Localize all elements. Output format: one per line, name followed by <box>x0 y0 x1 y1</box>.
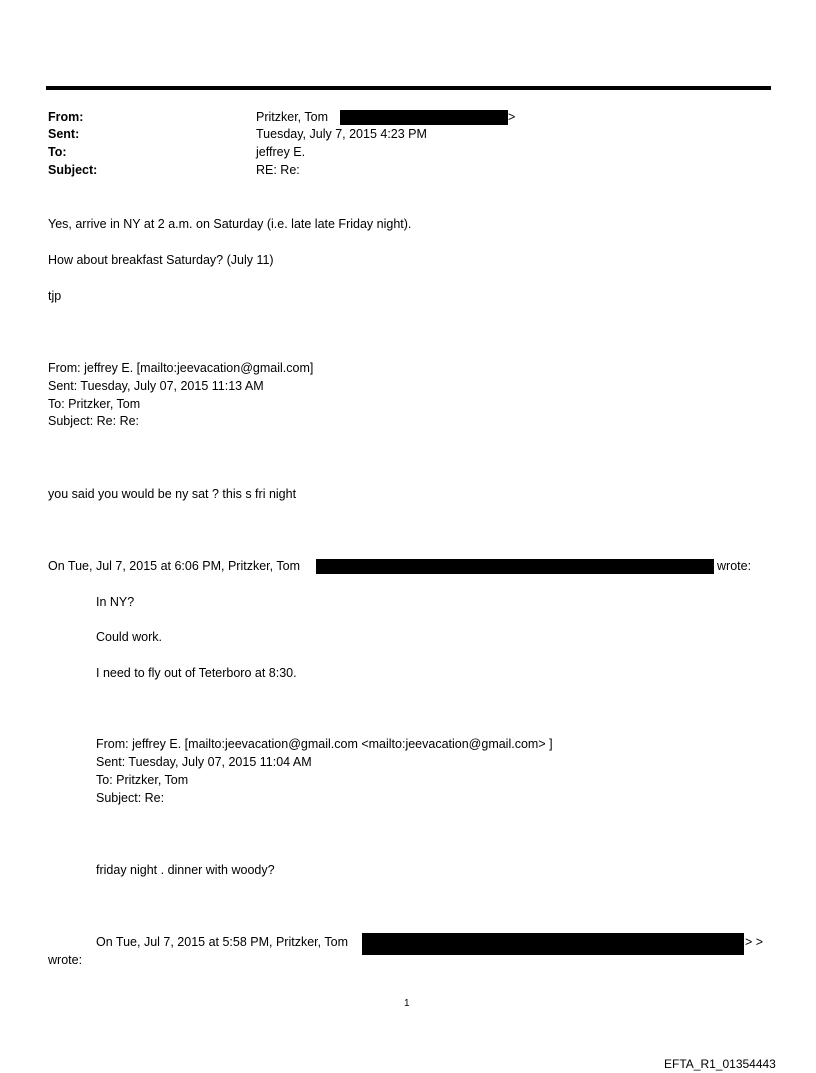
attribution1-suffix: wrote: <box>717 559 752 573</box>
document-id: EFTA_R1_01354443 <box>664 1057 776 1071</box>
to-label: To: <box>48 145 67 159</box>
body-line-2: How about breakfast Saturday? (July 11) <box>48 253 274 267</box>
sent-label: Sent: <box>48 127 80 141</box>
signature: tjp <box>48 289 62 303</box>
attribution2-suffix: > > <box>745 935 764 949</box>
redaction-bar <box>316 559 714 574</box>
from-suffix: > <box>508 110 516 124</box>
redaction-bar <box>340 110 508 125</box>
nested1-line-3: I need to fly out of Teterboro at 8:30. <box>96 666 297 680</box>
subject-value: RE: Re: <box>256 163 300 177</box>
nested1-body: friday night . dinner with woody? <box>96 863 275 877</box>
attribution2-wrap: wrote: <box>48 953 83 967</box>
to-value: jeffrey E. <box>256 145 306 159</box>
from-value: Pritzker, Tom <box>256 110 329 124</box>
nested1-line-2: Could work. <box>96 630 162 644</box>
nested1-to: To: Pritzker, Tom <box>96 773 189 787</box>
header-rule <box>46 86 771 90</box>
sent-value: Tuesday, July 7, 2015 4:23 PM <box>256 127 427 141</box>
subject-label: Subject: <box>48 163 98 177</box>
attribution2-prefix: On Tue, Jul 7, 2015 at 5:58 PM, Pritzker, Tom <box>96 935 348 949</box>
from-label: From: <box>48 110 84 124</box>
nested1-subject: Subject: Re: <box>96 791 165 805</box>
quoted1-body: you said you would be ny sat ? this s fri night <box>48 487 297 501</box>
nested1-from: From: jeffrey E. [mailto:jeevacation@gmail.com <mailto:jeevacation@gmail.com> ] <box>96 737 553 751</box>
nested1-sent: Sent: Tuesday, July 07, 2015 11:04 AM <box>96 755 312 769</box>
quoted1-to: To: Pritzker, Tom <box>48 397 141 411</box>
quoted1-from: From: jeffrey E. [mailto:jeevacation@gmail.com] <box>48 361 314 375</box>
body-line-1: Yes, arrive in NY at 2 a.m. on Saturday (i.e. late late Friday night). <box>48 217 412 231</box>
quoted1-sent: Sent: Tuesday, July 07, 2015 11:13 AM <box>48 379 264 393</box>
attribution1-prefix: On Tue, Jul 7, 2015 at 6:06 PM, Pritzker, Tom <box>48 559 300 573</box>
page-number: 1 <box>404 998 410 1009</box>
nested1-line-1: In NY? <box>96 595 135 609</box>
quoted1-subject: Subject: Re: Re: <box>48 414 140 428</box>
redaction-bar <box>362 933 744 955</box>
